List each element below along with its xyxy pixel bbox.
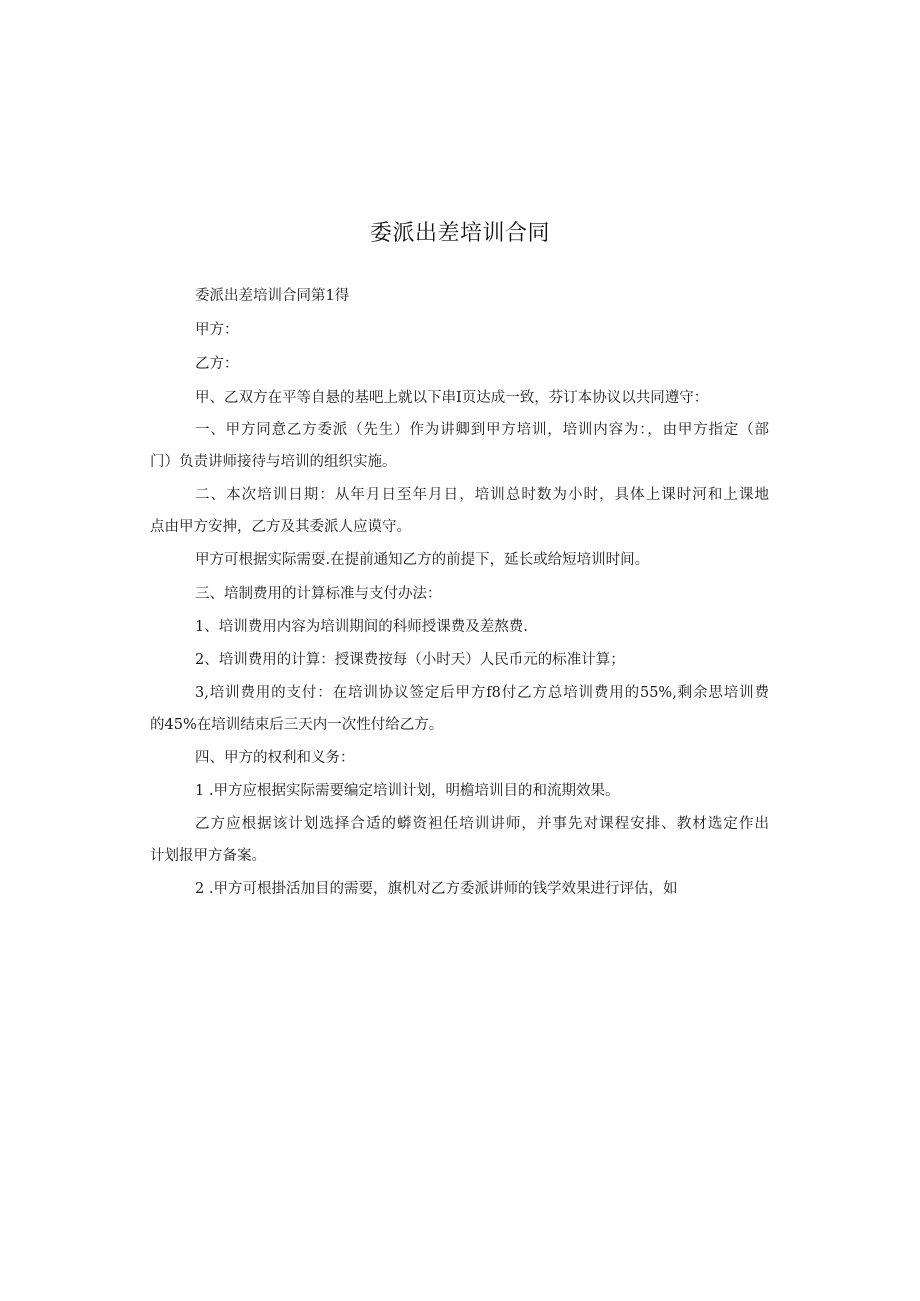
doc-line-section-4: 四、甲方的权利和义务： <box>195 750 355 766</box>
doc-line-fee-1: 1、培训费用内容为培训期间的科师授课费及差熬费. <box>195 619 528 635</box>
document-title: 委派出差培训合同 <box>369 221 550 246</box>
doc-line-fee-3a: 3,培训费用的支付：在培训协议签定后甲方f8付乙方总培训费用的55%,剩余思培训费 <box>195 685 769 701</box>
doc-line-item-1-detail-b: 计划报甲方备案。 <box>150 848 266 864</box>
doc-line-item-1-detail-a: 乙方应根据该计划选择合适的蟒资袒任培训讲师，并事先对课程安排、教材选定作出 <box>195 816 769 832</box>
doc-line-item-1: 1 .甲方应根据实际需要编定培训计划，明檐培训目的和流期效果。 <box>195 783 620 799</box>
doc-line-clause-2a: 二、本次培训日期：从年月日至年月日，培训总时数为小时，具体上课时河和上课地 <box>195 487 769 503</box>
doc-line-party-b: 乙方： <box>195 356 239 372</box>
doc-line-item-2: 2 .甲方可根掛活加目的需要，旗机对乙方委派讲师的钱学效果进行评估，如 <box>195 881 678 897</box>
doc-line-section-3: 三、培制费用的计算标准与支付办法： <box>195 586 442 602</box>
doc-line-subtitle: 委派出差培训合同第1得 <box>195 288 350 304</box>
doc-line-clause-1b: 门）负责讲师接待与培训的组织实施。 <box>150 454 397 470</box>
doc-line-preamble: 甲、乙双方在平等自悬的基吧上就以下串I页达成一致，芬订本协议以共同遵守： <box>195 390 709 406</box>
doc-line-adjust: 甲方可根据实际需耍.在提前通知乙方的前提下，延长或给短培训时间。 <box>195 552 650 568</box>
doc-line-fee-3b: 的45%在培训结束后三天内一次性付给乙方。 <box>150 717 444 733</box>
doc-line-clause-2b: 点由甲方安抻，乙方及其委派人应谟守。 <box>150 519 411 535</box>
doc-line-clause-1a: 一、甲方同意乙方委派（先生）作为讲卿到甲方培训，培训内容为：，由甲方指定（部 <box>195 422 769 438</box>
doc-line-fee-2: 2、培训费用的计算：授课费按每（小时天）人民币元的标准计算； <box>195 652 625 668</box>
doc-line-party-a: 甲方： <box>195 322 239 338</box>
